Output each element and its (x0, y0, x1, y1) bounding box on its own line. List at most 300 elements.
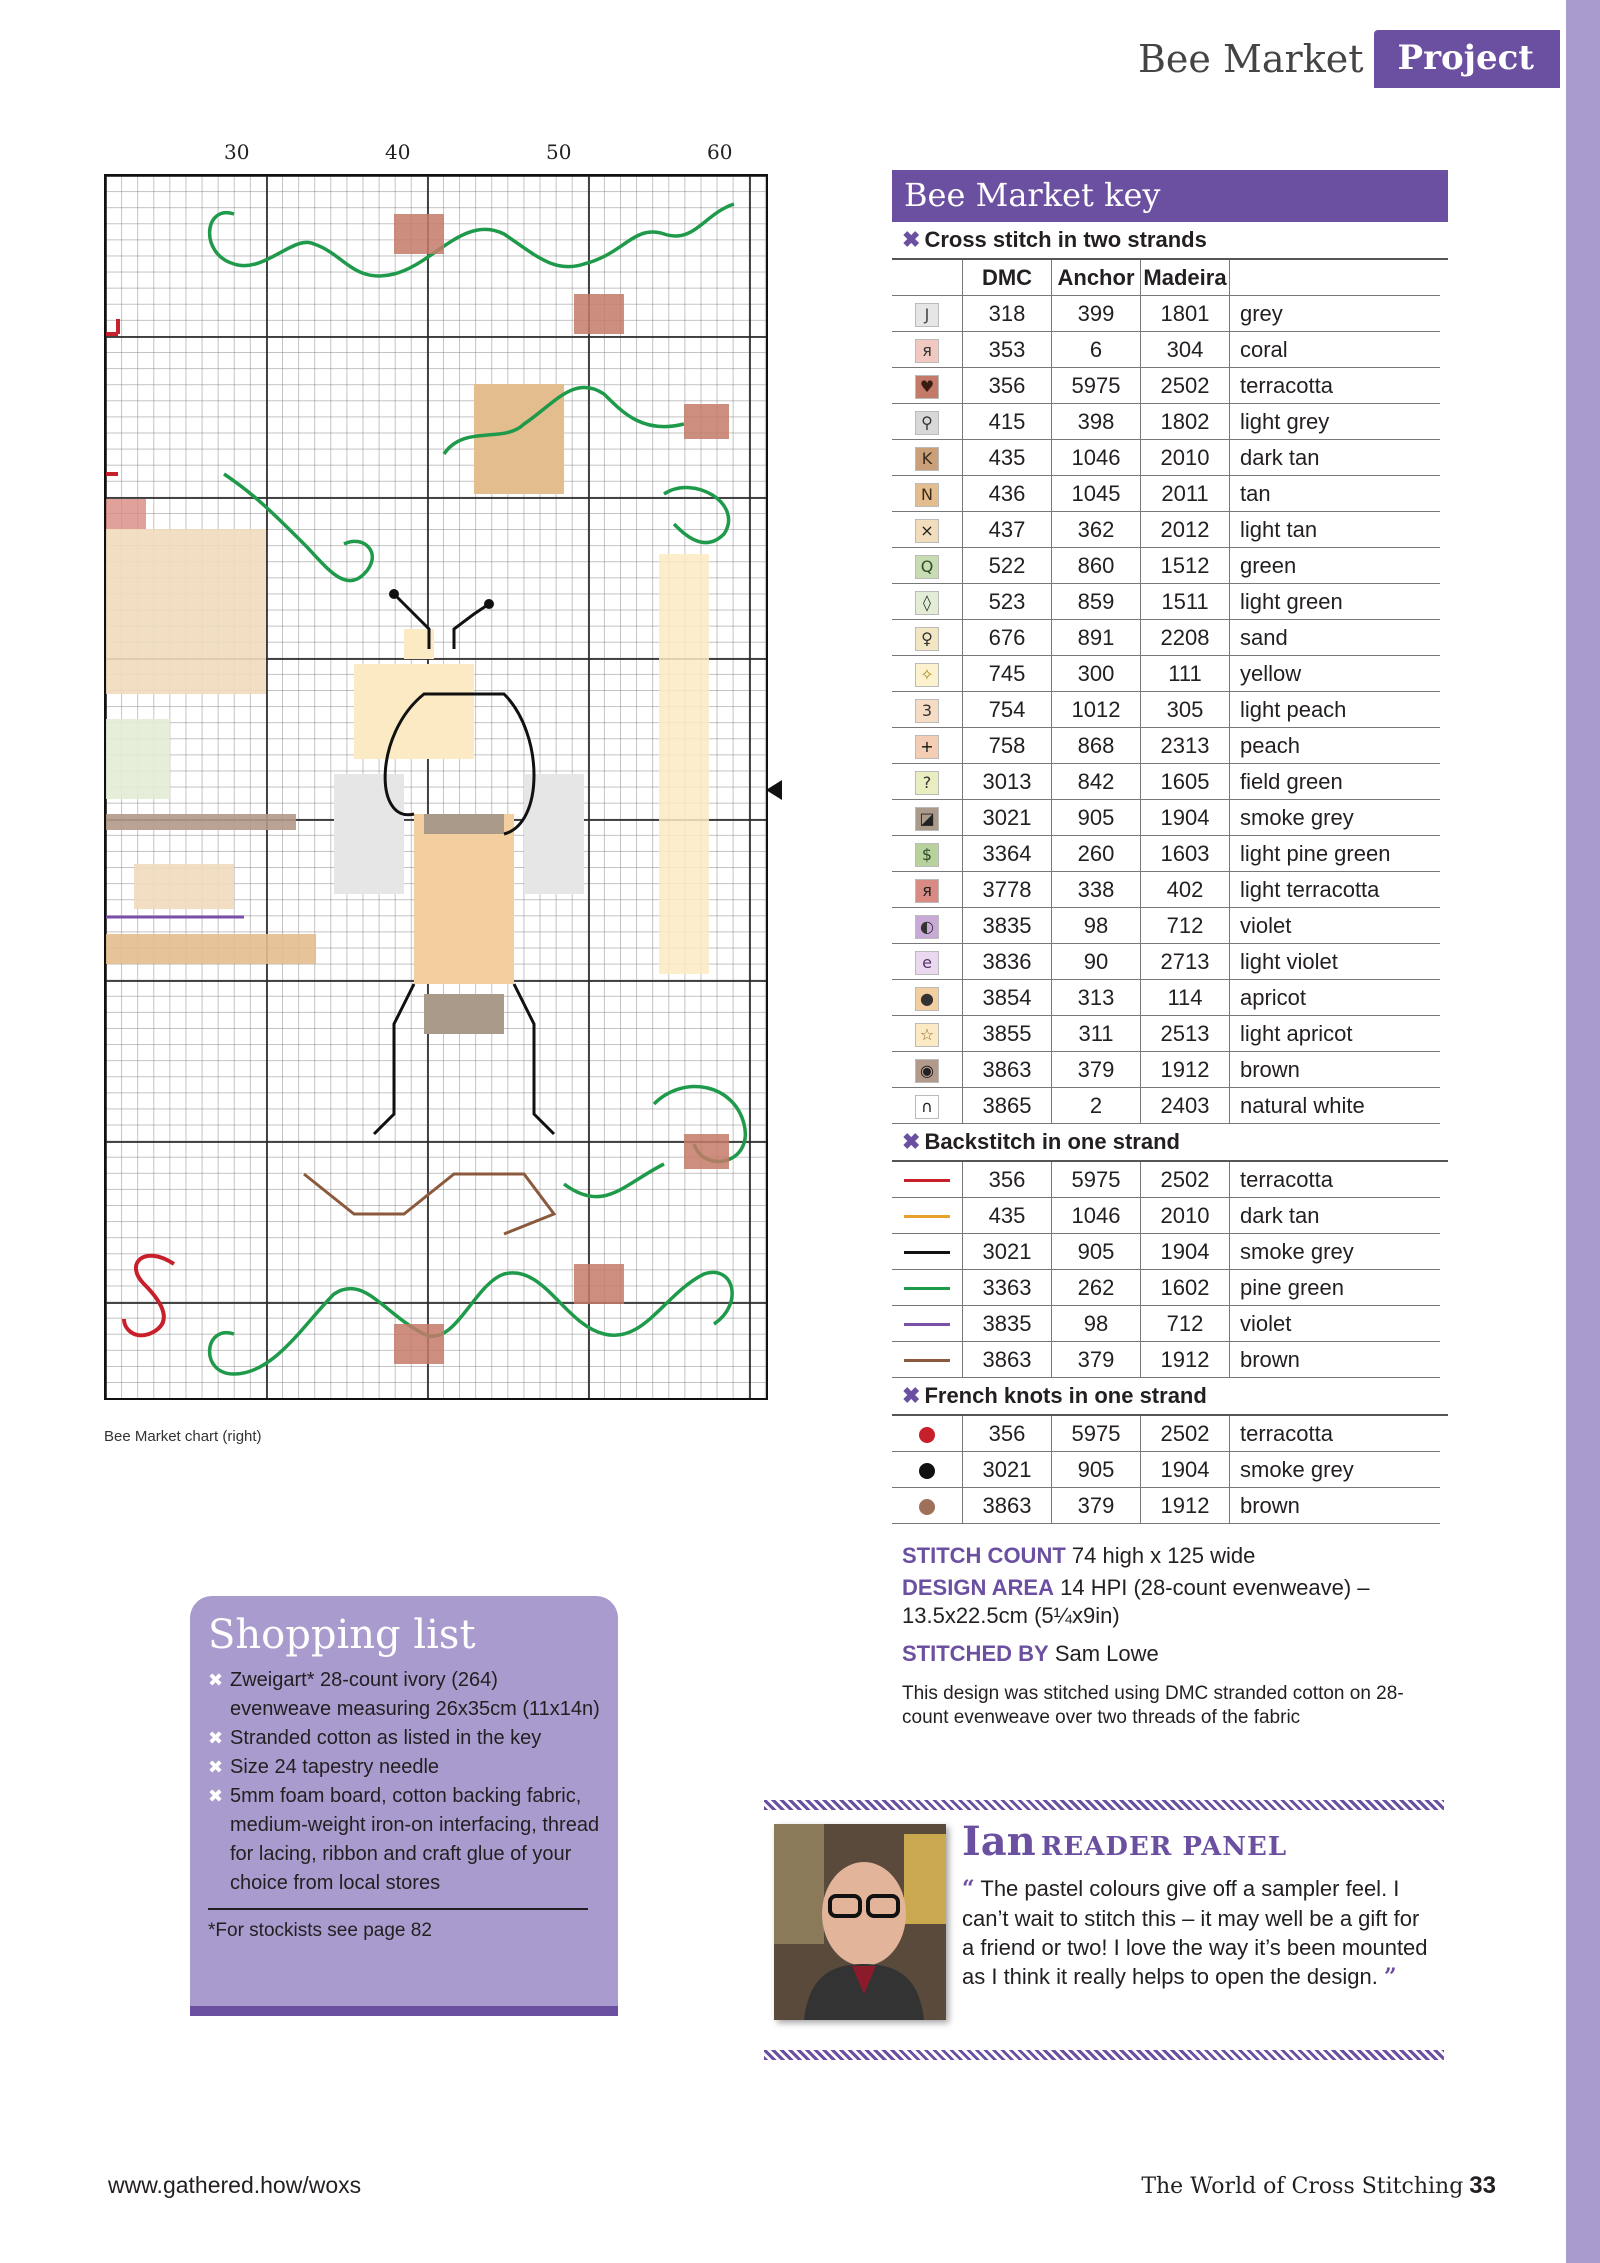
dmc-value: 356 (963, 1416, 1052, 1452)
key-row (892, 980, 1440, 1016)
dmc-value: 435 (963, 440, 1052, 476)
symbol-header (892, 260, 963, 296)
heart-stitch-block (394, 1324, 444, 1364)
key-column-headers (892, 260, 1440, 296)
symbol-cell (892, 872, 963, 908)
key-row (892, 1052, 1440, 1088)
shopping-item: ✖ Stranded cotton as listed in the key (208, 1724, 600, 1753)
thread-name: sand (1230, 620, 1441, 656)
reader-panel-title (962, 1818, 1287, 1865)
decorative-side-stripe (1566, 0, 1600, 2263)
key-title: Bee Market key (892, 170, 1448, 222)
dmc-value: 3836 (963, 944, 1052, 980)
heart-stitch-block (574, 294, 624, 334)
key-row (892, 620, 1440, 656)
symbol-cell (892, 1416, 963, 1452)
thread-name: yellow (1230, 656, 1441, 692)
key-row (892, 800, 1440, 836)
dmc-value: 758 (963, 728, 1052, 764)
anchor-value: 1045 (1052, 476, 1141, 512)
thread-name: light peach (1230, 692, 1441, 728)
symbol-cell (892, 1452, 963, 1488)
anchor-value: 313 (1052, 980, 1141, 1016)
dmc-value: 353 (963, 332, 1052, 368)
anchor-value: 98 (1052, 1306, 1141, 1342)
madeira-value: 304 (1141, 332, 1230, 368)
dmc-value: 356 (963, 368, 1052, 404)
madeira-value: 1904 (1141, 1452, 1230, 1488)
design-info (902, 1542, 1442, 1734)
anchor-value: 859 (1052, 584, 1141, 620)
french-knots-table (892, 1416, 1440, 1524)
key-row (892, 944, 1440, 980)
stitch-symbol: K (915, 447, 939, 471)
anchor-header: Anchor (1052, 260, 1141, 296)
symbol-cell (892, 692, 963, 728)
madeira-value: 2502 (1141, 368, 1230, 404)
french-knot-icon (919, 1463, 935, 1479)
dmc-value: 754 (963, 692, 1052, 728)
key-row (892, 512, 1440, 548)
backstitch-row (892, 1234, 1440, 1270)
key-row (892, 332, 1440, 368)
panel-border-bottom (764, 2050, 1444, 2060)
dmc-value: 745 (963, 656, 1052, 692)
thread-name: terracotta (1230, 1162, 1441, 1198)
dmc-value: 435 (963, 1198, 1052, 1234)
chart-caption: Bee Market chart (right) (104, 1428, 262, 1445)
anchor-value: 5975 (1052, 1162, 1141, 1198)
backstitch-line-icon (904, 1323, 950, 1326)
backstitch-row (892, 1162, 1440, 1198)
symbol-cell (892, 620, 963, 656)
dmc-value: 3863 (963, 1052, 1052, 1088)
madeira-value: 2502 (1141, 1416, 1230, 1452)
madeira-value: 2208 (1141, 620, 1230, 656)
shopping-list-title: Shopping list (208, 1612, 476, 1658)
symbol-cell (892, 548, 963, 584)
shopping-item: ✖ 5mm foam board, cotton backing fabric, medium-weight iron-on interfacing, thread for lacing, ribbon and craft glue of your choice from local stores (208, 1782, 600, 1898)
thread-name: pine green (1230, 1270, 1441, 1306)
thread-name: light grey (1230, 404, 1441, 440)
dmc-value: 3854 (963, 980, 1052, 1016)
dmc-value: 523 (963, 584, 1052, 620)
madeira-value: 1512 (1141, 548, 1230, 584)
backstitch-line-icon (904, 1215, 950, 1218)
light-apricot-column (659, 554, 709, 974)
anchor-value: 300 (1052, 656, 1141, 692)
bee-stripe (424, 814, 504, 834)
backstitch-line-icon (904, 1251, 950, 1254)
shopping-item: ✖ Zweigart* 28-count ivory (264) evenweave measuring 26x35cm (11x14n) (208, 1666, 600, 1724)
madeira-value: 2313 (1141, 728, 1230, 764)
dmc-value: 3865 (963, 1088, 1052, 1124)
key-row (892, 656, 1440, 692)
dmc-value: 356 (963, 1162, 1052, 1198)
madeira-value: 2502 (1141, 1162, 1230, 1198)
madeira-value: 402 (1141, 872, 1230, 908)
anchor-value: 379 (1052, 1488, 1141, 1524)
thread-name: dark tan (1230, 440, 1441, 476)
french-knot-row (892, 1416, 1440, 1452)
cross-icon: ✖ (902, 227, 921, 252)
bee-tail (424, 994, 504, 1034)
symbol-cell (892, 1306, 963, 1342)
madeira-value: 1511 (1141, 584, 1230, 620)
stitch-symbol: я (915, 339, 939, 363)
anchor-value: 842 (1052, 764, 1141, 800)
thread-name: light green (1230, 584, 1441, 620)
key-row (892, 296, 1440, 332)
madeira-value: 2513 (1141, 1016, 1230, 1052)
stitch-symbol: ◪ (915, 807, 939, 831)
key-row (892, 728, 1440, 764)
thread-name: terracotta (1230, 368, 1441, 404)
tan-stitch-row (106, 934, 316, 964)
thread-name: brown (1230, 1052, 1441, 1088)
symbol-cell (892, 1198, 963, 1234)
chart-centre-arrow (766, 780, 782, 800)
french-knots-heading-text: French knots in one strand (924, 1383, 1207, 1408)
stitch-symbol: 3 (915, 699, 939, 723)
anchor-value: 379 (1052, 1052, 1141, 1088)
symbol-cell (892, 1342, 963, 1378)
thread-name: smoke grey (1230, 1234, 1441, 1270)
symbol-cell (892, 512, 963, 548)
thread-name: apricot (1230, 980, 1441, 1016)
madeira-value: 1802 (1141, 404, 1230, 440)
key-row (892, 584, 1440, 620)
cross-stitch-table (892, 260, 1440, 1124)
madeira-value: 114 (1141, 980, 1230, 1016)
anchor-value: 379 (1052, 1342, 1141, 1378)
cross-icon: ✖ (902, 1129, 921, 1154)
french-knots-heading (892, 1378, 1448, 1416)
backstitch-row (892, 1270, 1440, 1306)
madeira-value: 712 (1141, 1306, 1230, 1342)
reader-name: Ian (962, 1818, 1036, 1865)
bee-wing-left (334, 774, 404, 894)
french-knot-icon (919, 1427, 935, 1443)
bee-body-stitches (414, 814, 514, 984)
thread-name: light tan (1230, 512, 1441, 548)
red-backstitch-s (124, 1256, 174, 1336)
stitch-symbol: ◐ (915, 915, 939, 939)
thread-name: grey (1230, 296, 1441, 332)
anchor-value: 2 (1052, 1088, 1141, 1124)
symbol-cell (892, 1052, 963, 1088)
anchor-value: 860 (1052, 548, 1141, 584)
madeira-value: 1912 (1141, 1052, 1230, 1088)
symbol-cell (892, 1162, 963, 1198)
stitch-symbol: ♥ (915, 375, 939, 399)
thread-name: green (1230, 548, 1441, 584)
column-number: 60 (707, 140, 733, 164)
backstitch-heading (892, 1124, 1448, 1162)
madeira-value: 111 (1141, 656, 1230, 692)
stitched-by: STITCHED BY Sam Lowe (902, 1641, 1159, 1666)
madeira-header: Madeira (1141, 260, 1230, 296)
key-row (892, 692, 1440, 728)
backstitch-line-icon (904, 1287, 950, 1290)
madeira-value: 712 (1141, 908, 1230, 944)
stitch-symbol: × (915, 519, 939, 543)
panel-border-top (764, 1800, 1444, 1810)
backstitch-row (892, 1306, 1440, 1342)
madeira-value: 1801 (1141, 296, 1230, 332)
madeira-value: 2010 (1141, 1198, 1230, 1234)
light-green-stitch-block (106, 719, 170, 799)
dmc-value: 3855 (963, 1016, 1052, 1052)
tan-flower-stitches (474, 384, 564, 494)
stitch-key (892, 170, 1448, 1524)
dmc-value: 3363 (963, 1270, 1052, 1306)
anchor-value: 1046 (1052, 440, 1141, 476)
cross-stitch-chart (104, 140, 776, 1402)
name-header (1230, 260, 1441, 296)
symbol-cell (892, 1488, 963, 1524)
dmc-value: 436 (963, 476, 1052, 512)
stitch-symbol: + (915, 735, 939, 759)
dmc-header: DMC (963, 260, 1052, 296)
madeira-value: 2713 (1141, 944, 1230, 980)
symbol-cell (892, 476, 963, 512)
cross-stitch-heading (892, 222, 1448, 260)
symbol-cell (892, 404, 963, 440)
thread-name: dark tan (1230, 1198, 1441, 1234)
thread-name: smoke grey (1230, 800, 1441, 836)
madeira-value: 1904 (1141, 800, 1230, 836)
symbol-cell (892, 332, 963, 368)
shopping-list-bottom-bar (190, 2006, 618, 2016)
french-knot-row (892, 1452, 1440, 1488)
cross-stitch-heading-text: Cross stitch in two strands (924, 227, 1207, 252)
key-row (892, 1016, 1440, 1052)
cross-icon: ✖ (902, 1383, 921, 1408)
dmc-value: 437 (963, 512, 1052, 548)
backstitch-row (892, 1342, 1440, 1378)
madeira-value: 1605 (1141, 764, 1230, 800)
key-row (892, 764, 1440, 800)
anchor-value: 5975 (1052, 368, 1141, 404)
key-row (892, 908, 1440, 944)
madeira-value: 1912 (1141, 1488, 1230, 1524)
dmc-value: 3021 (963, 1452, 1052, 1488)
chart-motifs (104, 174, 768, 1400)
header-title: Bee Market (1138, 37, 1364, 81)
antenna-knot (484, 599, 494, 609)
thread-name: coral (1230, 332, 1441, 368)
reader-portrait (774, 1824, 946, 2020)
shopping-list (190, 1596, 618, 2016)
quote-text: The pastel colours give off a sampler feel. I can’t wait to stitch this – it may well be a gift for a friend or two! I love the way it’s been mounted as I think it really helps to open the design. (962, 1876, 1428, 1989)
antenna-knot (389, 589, 399, 599)
symbol-cell (892, 980, 963, 1016)
footer-magazine (1141, 2172, 1496, 2200)
anchor-value: 338 (1052, 872, 1141, 908)
page-header (1138, 30, 1560, 88)
terracotta-stitch-block (106, 499, 146, 529)
key-row (892, 548, 1440, 584)
reader-panel-label: READER PANEL (1040, 1832, 1288, 1862)
symbol-cell (892, 800, 963, 836)
thread-name: tan (1230, 476, 1441, 512)
thread-name: terracotta (1230, 1416, 1441, 1452)
brown-stitch-row (106, 814, 296, 830)
stitch-symbol: ☆ (915, 1023, 939, 1047)
column-number: 50 (546, 140, 572, 164)
backstitch-line-icon (904, 1179, 950, 1182)
green-vine-right-curl (664, 488, 729, 543)
anchor-value: 6 (1052, 332, 1141, 368)
symbol-cell (892, 1234, 963, 1270)
symbol-cell (892, 296, 963, 332)
anchor-value: 90 (1052, 944, 1141, 980)
dmc-value: 3021 (963, 800, 1052, 836)
symbol-cell (892, 656, 963, 692)
design-area: DESIGN AREA 14 HPI (28-count evenweave) – 13.5x22.5cm (5¼x9in) (902, 1575, 1370, 1628)
anchor-value: 1046 (1052, 1198, 1141, 1234)
madeira-value: 305 (1141, 692, 1230, 728)
backstitch-heading-text: Backstitch in one strand (924, 1129, 1180, 1154)
anchor-value: 262 (1052, 1270, 1141, 1306)
stitch-symbol: ♀ (915, 627, 939, 651)
backstitch-table (892, 1162, 1440, 1378)
column-number: 30 (224, 140, 250, 164)
magazine-name: The World of Cross Stitching (1141, 2174, 1464, 2199)
shopping-item: ✖ Size 24 tapestry needle (208, 1753, 600, 1782)
symbol-cell (892, 728, 963, 764)
dmc-value: 3778 (963, 872, 1052, 908)
stitch-symbol: ? (915, 771, 939, 795)
symbol-cell (892, 1016, 963, 1052)
brown-backstitch (304, 1174, 554, 1234)
anchor-value: 891 (1052, 620, 1141, 656)
anchor-value: 5975 (1052, 1416, 1141, 1452)
stitch-symbol: e (915, 951, 939, 975)
key-row (892, 1088, 1440, 1124)
madeira-value: 2010 (1141, 440, 1230, 476)
tan-stitch-block (106, 529, 266, 694)
stitch-symbol: ◊ (915, 591, 939, 615)
madeira-value: 1603 (1141, 836, 1230, 872)
column-number: 40 (385, 140, 411, 164)
dmc-value: 415 (963, 404, 1052, 440)
thread-name: violet (1230, 908, 1441, 944)
dmc-value: 3863 (963, 1342, 1052, 1378)
symbol-cell (892, 584, 963, 620)
stitch-symbol: ◉ (915, 1059, 939, 1083)
heart-stitch-block (574, 1264, 624, 1304)
key-row (892, 476, 1440, 512)
stitch-count: STITCH COUNT 74 high x 125 wide (902, 1543, 1256, 1568)
stitch-symbol: J (915, 303, 939, 327)
divider (208, 1908, 588, 1910)
stockists-note: *For stockists see page 82 (208, 1920, 432, 1941)
stitch-symbol: Q (915, 555, 939, 579)
key-row (892, 404, 1440, 440)
footer-url[interactable]: www.gathered.how/woxs (108, 2172, 362, 2198)
dmc-value: 318 (963, 296, 1052, 332)
stitch-symbol: ⚲ (915, 411, 939, 435)
dmc-value: 3835 (963, 908, 1052, 944)
anchor-value: 98 (1052, 908, 1141, 944)
anchor-value: 362 (1052, 512, 1141, 548)
symbol-cell (892, 440, 963, 476)
thread-name: brown (1230, 1342, 1441, 1378)
thread-name: peach (1230, 728, 1441, 764)
dmc-value: 3863 (963, 1488, 1052, 1524)
thread-name: smoke grey (1230, 1452, 1441, 1488)
stitch-symbol: ● (915, 987, 939, 1011)
header-tab: Project (1374, 30, 1561, 88)
anchor-value: 398 (1052, 404, 1141, 440)
stitch-symbol: N (915, 483, 939, 507)
dmc-value: 3021 (963, 1234, 1052, 1270)
green-vine-bottom (210, 1272, 733, 1374)
anchor-value: 868 (1052, 728, 1141, 764)
madeira-value: 2012 (1141, 512, 1230, 548)
symbol-cell (892, 908, 963, 944)
dmc-value: 676 (963, 620, 1052, 656)
anchor-value: 905 (1052, 800, 1141, 836)
key-row (892, 440, 1440, 476)
thread-name: light violet (1230, 944, 1441, 980)
design-note: This design was stitched using DMC stranded cotton on 28-count evenweave over two threads of the fabric (902, 1683, 1404, 1728)
dmc-value: 3364 (963, 836, 1052, 872)
key-row (892, 836, 1440, 872)
key-row (892, 368, 1440, 404)
madeira-value: 1904 (1141, 1234, 1230, 1270)
shopping-items (190, 1666, 618, 1898)
red-backstitch-edge (106, 319, 118, 474)
symbol-cell (892, 944, 963, 980)
stitch-symbol: ∩ (915, 1095, 939, 1119)
symbol-cell (892, 1088, 963, 1124)
madeira-value: 2011 (1141, 476, 1230, 512)
madeira-value: 1912 (1141, 1342, 1230, 1378)
stitch-symbol: ✧ (915, 663, 939, 687)
dmc-value: 3835 (963, 1306, 1052, 1342)
page-number: 33 (1469, 2172, 1496, 2199)
anchor-value: 399 (1052, 296, 1141, 332)
heart-stitch-block (684, 1134, 729, 1169)
bee-head-stitches (354, 664, 474, 759)
heart-stitch-block (684, 404, 729, 439)
symbol-cell (892, 764, 963, 800)
reader-quote (962, 1874, 1432, 1992)
thread-name: natural white (1230, 1088, 1441, 1124)
symbol-cell (892, 368, 963, 404)
dmc-value: 3013 (963, 764, 1052, 800)
anchor-value: 905 (1052, 1234, 1141, 1270)
anchor-value: 1012 (1052, 692, 1141, 728)
thread-name: violet (1230, 1306, 1441, 1342)
french-knot-icon (919, 1499, 935, 1515)
reader-photo (774, 1824, 946, 2020)
tan-stitch-block (134, 864, 234, 909)
backstitch-row (892, 1198, 1440, 1234)
backstitch-line-icon (904, 1359, 950, 1362)
thread-name: brown (1230, 1488, 1441, 1524)
thread-name: light terracotta (1230, 872, 1441, 908)
green-vine-top (210, 204, 734, 276)
key-row (892, 872, 1440, 908)
symbol-cell (892, 836, 963, 872)
dmc-value: 522 (963, 548, 1052, 584)
madeira-value: 2403 (1141, 1088, 1230, 1124)
thread-name: light apricot (1230, 1016, 1441, 1052)
